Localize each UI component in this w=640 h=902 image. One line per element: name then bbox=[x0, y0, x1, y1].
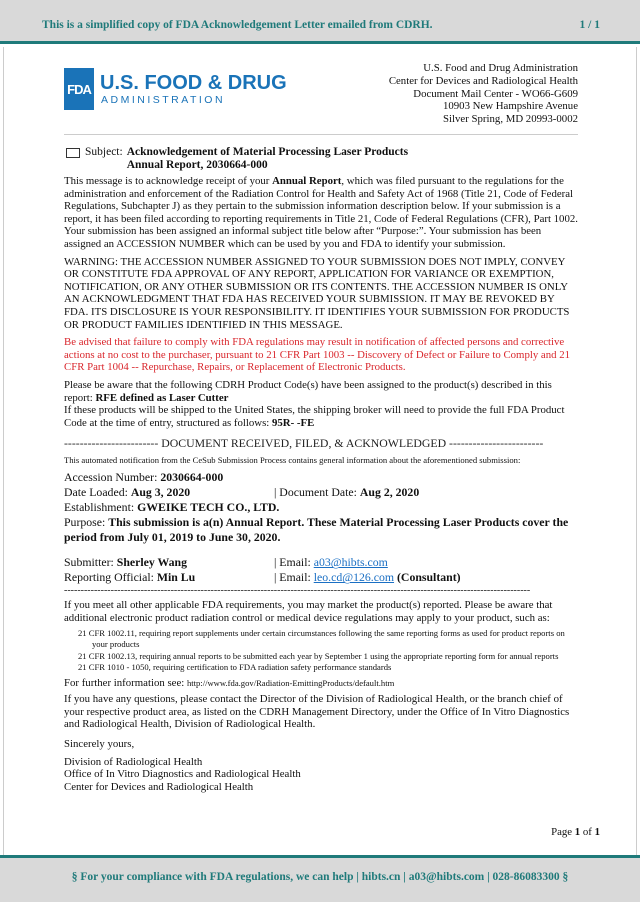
address-line: U.S. Food and Drug Administration bbox=[423, 62, 578, 74]
banner-message: This is a simplified copy of FDA Acknowledgement Letter emailed from CDRH. bbox=[42, 19, 433, 31]
subject bbox=[64, 146, 578, 172]
purpose: Purpose: This submission is a(n) Annual Report. These Material Processing Laser Products cover the period from July 01, 2019 to June 30, 2020. bbox=[64, 515, 569, 545]
address-line: Center for Devices and Radiological Health bbox=[388, 74, 578, 87]
page-number: Page 1 of 1 bbox=[551, 826, 600, 838]
address-line: 10903 New Hampshire Avenue bbox=[442, 100, 578, 113]
submitter-row: Submitter: Sherley Wang | Email: a03@hibts.com bbox=[64, 555, 388, 570]
submission-details bbox=[64, 470, 578, 585]
envelope-icon bbox=[66, 148, 80, 158]
list-item: 21 CFR 1002.13, requiring annual reports to be submitted each year by September 1 using the appropriate reporting form for annual reports bbox=[78, 650, 559, 661]
submitter-email-link[interactable]: a03@hibts.com bbox=[313, 555, 388, 570]
letter-body bbox=[64, 146, 578, 793]
subject-label: Subject: bbox=[85, 146, 123, 158]
received-separator: ------------------------ DOCUMENT RECEIVED, FILED, & ACKNOWLEDGED ------------------------ bbox=[64, 437, 544, 450]
fda-url[interactable]: http://www.fda.gov/Radiation-EmittingProducts/default.htm bbox=[186, 677, 395, 688]
questions-paragraph: If you have any questions, please contact the Director of the Division of Radiological Health, or the branch chief of your respective product area, as listed on the CDRH Management Directory, under the Office of In Vitro Diagnostics and Radiological Health, Division of Radiological Health. bbox=[64, 693, 570, 731]
official-row: Reporting Official: Min Lu | Email: leo.cd@126.com (Consultant) bbox=[64, 570, 461, 585]
list-item: 21 CFR 1010 - 1050, requiring certification to FDA radiation safety performance standards bbox=[78, 662, 392, 673]
footer-banner bbox=[0, 855, 640, 902]
fda-address bbox=[389, 62, 578, 126]
accession-number: Accession Number: 2030664-000 bbox=[64, 470, 224, 485]
fda-logo-line2: ADMINISTRATION bbox=[101, 94, 226, 106]
address-line: Document Mail Center - WO66-G609 bbox=[413, 87, 578, 100]
compliance-notice: Be advised that failure to comply with FDA regulations may result in notification of affected persons and corrective actions at no cost to the purchaser, pursuant to 21 CFR Part 1003 -- Discovery of Defect or Failure to Comply and 21 CFR Part 1004 -- Repurchase, Repairs, or Replacement of Electronic Products. bbox=[64, 336, 571, 374]
product-code-paragraph: Please be aware that the following CDRH Product Code(s) have been assigned to the product(s) described in this report: RFE defined as Laser Cutter bbox=[64, 378, 552, 404]
warning-paragraph: WARNING: THE ACCESSION NUMBER ASSIGNED TO YOUR SUBMISSION DOES NOT IMPLY, CONVEY OR CONSTITUTE FDA APPROVAL OF ANY REPORT, APPLICATION FOR VARIANCE OR EXEMPTION, NOTIFICATION, OR ANY OTHER SUBMISSION OR ITS CONTENTS. THE ACCESSION NUMBER IS ONLY AN ACKNOWLEDGMENT THAT FDA HAS RECEIVED YOUR SUBMISSION. IT MAY BE REVOKED BY FDA. ITS DISCLOSURE IS YOUR RESPONSIBILITY. IT IDENTIFIES YOUR SUBMISSION FOR PRODUCTS OR PRODUCT FAMILIES IDENTIFIED IN THIS MESSAGE. bbox=[64, 255, 570, 331]
establishment: Establishment: GWEIKE TECH CO., LTD. bbox=[64, 500, 280, 515]
fda-logo bbox=[64, 68, 287, 110]
intro-paragraph: This message is to acknowledge receipt of your Annual Report, which was filed pursuant to the regulations for the administration and enforcement of the Radiation Control for Health and Safety Act of 1968 (Title 21, Code of Federal Regulations, Subchapter J) as they pertain to the submission information description below. If your submission is a report, it has been filed according to reporting requirements in Title 21, Code of Federal Regulations (CFR), Part 1002. Your submission has been assigned an informal subject title below after “Purpose:”. Your submission has been assigned an ACCESSION NUMBER which can be used by you and FDA to identify your submission. bbox=[64, 175, 578, 250]
regulation-list bbox=[64, 628, 578, 674]
dates-row: Date Loaded: Aug 3, 2020 | Document Date: Aug 2, 2020 bbox=[64, 485, 420, 500]
market-paragraph: If you meet all other applicable FDA requirements, you may market the product(s) reported. Please be aware that additional electronic product radiation control or medical device regulations may apply to your product, such as: bbox=[64, 599, 553, 625]
header-divider bbox=[64, 134, 578, 135]
official-email-link[interactable]: leo.cd@126.com bbox=[313, 570, 395, 585]
subject-line2: Annual Report, 2030664-000 bbox=[126, 159, 268, 171]
automated-notice: This automated notification from the CeSub Submission Process contains general information about the aforementioned submission: bbox=[64, 454, 521, 465]
footer-text: § For your compliance with FDA regulations, we can help | hibts.cn | a03@hibts.com | 028-86083300 § bbox=[71, 871, 569, 883]
fda-logo-line1: U.S. FOOD & DRUG bbox=[100, 72, 287, 94]
banner-page-count: 1 / 1 bbox=[579, 19, 600, 31]
closing: Sincerely yours, bbox=[64, 738, 135, 751]
address-line: Silver Spring, MD 20993-0002 bbox=[443, 113, 578, 126]
shipping-paragraph: If these products will be shipped to the United States, the shipping broker will need to provide the full FDA Product Code at the time of entry, structured as follows: 95R- -FE bbox=[64, 404, 565, 429]
top-banner bbox=[0, 0, 640, 44]
subject-line1: Acknowledgement of Material Processing Laser Products bbox=[126, 146, 409, 158]
fda-logo-mark: FDA bbox=[64, 68, 94, 110]
list-item: 21 CFR 1002.11, requiring report supplements under certain circumstances following the same reporting forms as used for product reports on your products bbox=[78, 627, 565, 650]
further-info: For further information see: http://www.fda.gov/Radiation-EmittingProducts/default.htm bbox=[64, 676, 395, 689]
dashed-divider: -------------------------------------------------------------------------------------------------------------------------------------------- bbox=[64, 585, 531, 597]
signature: Division of Radiological Health Office of In Vitro Diagnostics and Radiological Health Center for Devices and Radiological Health bbox=[64, 755, 301, 793]
